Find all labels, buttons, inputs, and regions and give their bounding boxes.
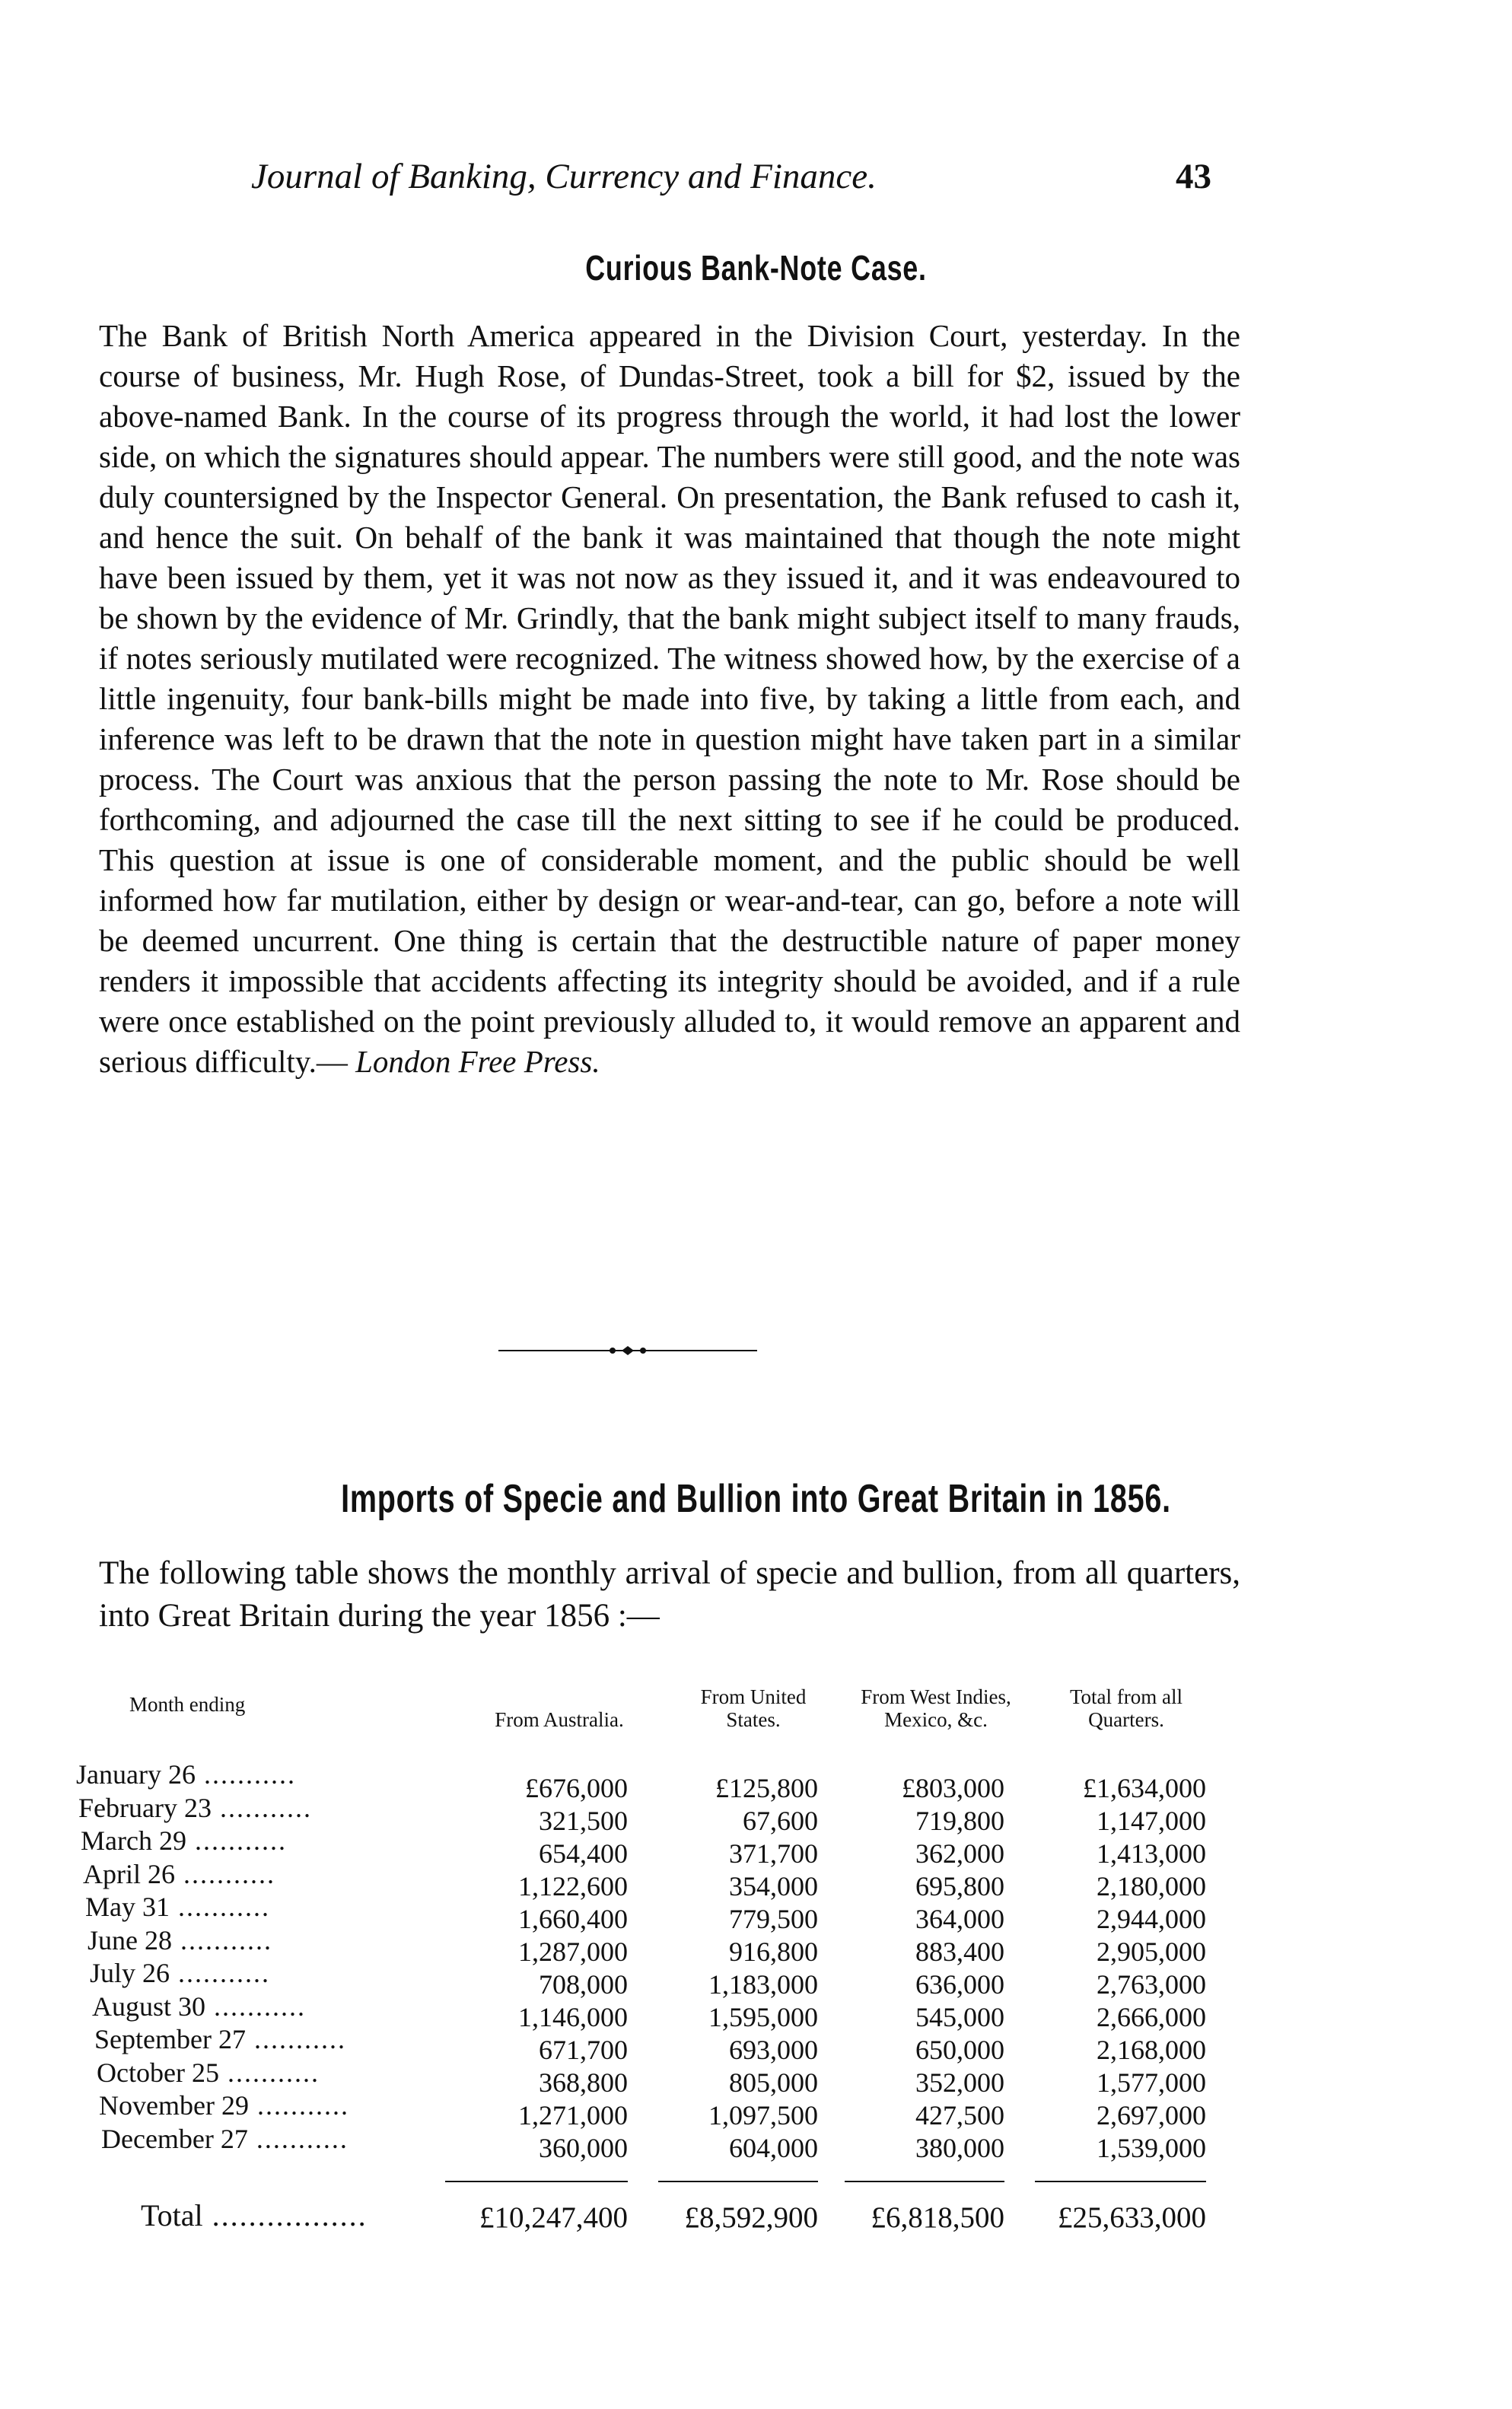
cell-total: 2,180,000 (1097, 1871, 1206, 1901)
col-header-united-states: From United States. (700, 1685, 807, 1731)
cell-total: 1,413,000 (1097, 1838, 1206, 1869)
total-australia: £10,247,400 (479, 2201, 628, 2234)
cell-total: 1,147,000 (1097, 1806, 1206, 1836)
cell-total: 2,905,000 (1097, 1936, 1206, 1967)
cell-united-states: 779,500 (729, 1904, 818, 1934)
cell-total: £1,634,000 (1083, 1773, 1206, 1803)
cell-west-indies: 636,000 (915, 1969, 1004, 2000)
total-row-label: Total ................. (141, 2198, 368, 2232)
article-body-bank-note (99, 316, 1240, 1082)
page-number: 43 (1176, 157, 1211, 196)
cell-month: November 29 ........... (99, 2090, 349, 2121)
cell-west-indies: 695,800 (915, 1871, 1004, 1901)
total-rule-united-states (658, 2181, 818, 2182)
cell-total: 2,697,000 (1097, 2100, 1206, 2131)
cell-australia: 1,287,000 (518, 1936, 628, 1967)
cell-month: April 26 ........... (83, 1858, 275, 1889)
cell-total: 2,168,000 (1097, 2035, 1206, 2065)
cell-total: 2,666,000 (1097, 2002, 1206, 2032)
col-header-month: Month ending (129, 1693, 246, 1716)
cell-west-indies: 364,000 (915, 1904, 1004, 1934)
cell-west-indies: 545,000 (915, 2002, 1004, 2032)
cell-united-states: 805,000 (729, 2067, 818, 2098)
cell-united-states: 1,183,000 (708, 1969, 818, 2000)
running-head (251, 156, 1202, 197)
cell-united-states: 67,600 (743, 1806, 818, 1836)
article-text: The Bank of British North America appeared in the Division Court, yesterday. In the course of business, Mr. Hugh Rose, of Dundas-Street, took a bill for $2, issued by the above-named Bank. In the course of its progress through the world, it had lost the lower side, on which the signatures should appear. The numbers were still good, and the note was duly countersigned by the Inspector General. On presentation, the Bank refused to cash it, and hence the suit. On behalf of the bank it was maintained that though the note might have been issued by them, yet it was not now as they issued it, and it was endeavoured to be shown by the evidence of Mr. Grindly, that the bank might subject itself to many frauds, if notes seriously mutilated were recognized. The witness showed how, by the exercise of a little ingenuity, four bank-bills might be made into five, by taking a little from each, and inference was left to be drawn that the note in question might have taken part in a similar process. The Court was anxious that the person passing the note to Mr. Rose should be forthcoming, and adjourned the case till the next sitting to see if he could be produced. This question at issue is one of considerable moment, and the public should be well informed how far mutilation, either by design or wear-and-tear, can go, before a note will be deemed uncurrent. One thing is certain that the destructible nature of paper money renders it impossible that accidents affecting its integrity should be avoided, and if a rule were once established on the point previously alluded to, it would remove an apparent and serious difficulty.— (99, 318, 1240, 1079)
cell-australia: 1,146,000 (518, 2002, 628, 2032)
article-heading-imports: Imports of Specie and Bullion into Great Britain in 1856. (341, 1477, 1171, 1521)
cell-month: May 31 ........... (85, 1892, 270, 1922)
cell-month: December 27 ........... (101, 2123, 349, 2154)
cell-united-states: 1,097,500 (708, 2100, 818, 2131)
col-header-australia: From Australia. (495, 1708, 624, 1731)
cell-month: February 23 ........... (78, 1792, 312, 1823)
journal-title: Journal of Banking, Currency and Finance. (251, 157, 877, 196)
cell-west-indies: 352,000 (915, 2067, 1004, 2098)
ornamental-divider (498, 1345, 757, 1356)
cell-australia: 708,000 (539, 1969, 628, 2000)
cell-month: March 29 ........... (81, 1825, 287, 1856)
total-rule-total (1035, 2181, 1206, 2182)
total-rule-west-indies (845, 2181, 1004, 2182)
cell-australia: 654,400 (539, 1838, 628, 1869)
cell-month: September 27 ........... (94, 2024, 346, 2054)
table-intro: The following table shows the monthly arrival of specie and bullion, from all quarters, into Great Britain during the year 1856 :— (99, 1555, 1240, 1634)
cell-united-states: 354,000 (729, 1871, 818, 1901)
cell-australia: £676,000 (525, 1773, 628, 1803)
total-west-indies: £6,818,500 (871, 2201, 1004, 2234)
cell-australia: 321,500 (539, 1806, 628, 1836)
cell-australia: 368,800 (539, 2067, 628, 2098)
col-header-west-indies: From West Indies, Mexico, &c. (861, 1685, 1011, 1731)
article-source: London Free Press. (355, 1044, 600, 1079)
cell-australia: 1,271,000 (518, 2100, 628, 2131)
col-header-total: Total from all Quarters. (1069, 1685, 1183, 1731)
cell-total: 2,944,000 (1097, 1904, 1206, 1934)
cell-west-indies: 427,500 (915, 2100, 1004, 2131)
cell-west-indies: 362,000 (915, 1838, 1004, 1869)
cell-month: June 28 ........... (88, 1924, 272, 1956)
cell-united-states: 916,800 (729, 1936, 818, 1967)
cell-month: August 30 ........... (92, 1991, 307, 2022)
cell-united-states: £125,800 (715, 1773, 818, 1803)
cell-united-states: 693,000 (729, 2035, 818, 2065)
cell-total: 1,577,000 (1097, 2067, 1206, 2098)
cell-united-states: 371,700 (729, 1838, 818, 1869)
cell-west-indies: 883,400 (915, 1936, 1004, 1967)
cell-west-indies: £803,000 (902, 1773, 1004, 1803)
cell-australia: 360,000 (539, 2133, 628, 2163)
cell-australia: 1,660,400 (518, 1904, 628, 1934)
cell-total: 2,763,000 (1097, 1969, 1206, 2000)
article-heading-bank-note: Curious Bank-Note Case. (585, 248, 927, 288)
cell-west-indies: 380,000 (915, 2133, 1004, 2163)
cell-month: January 26 ........... (76, 1759, 296, 1790)
cell-total: 1,539,000 (1097, 2133, 1206, 2163)
cell-australia: 671,700 (539, 2035, 628, 2065)
cell-month: July 26 ........... (90, 1958, 271, 1988)
cell-australia: 1,122,600 (518, 1871, 628, 1901)
total-rule-australia (445, 2181, 628, 2182)
total-all-quarters: £25,633,000 (1058, 2201, 1206, 2234)
total-united-states: £8,592,900 (684, 2201, 818, 2234)
cell-united-states: 604,000 (729, 2133, 818, 2163)
cell-west-indies: 719,800 (915, 1806, 1004, 1836)
cell-month: October 25 ........... (97, 2057, 320, 2088)
cell-united-states: 1,595,000 (708, 2002, 818, 2032)
cell-west-indies: 650,000 (915, 2035, 1004, 2065)
